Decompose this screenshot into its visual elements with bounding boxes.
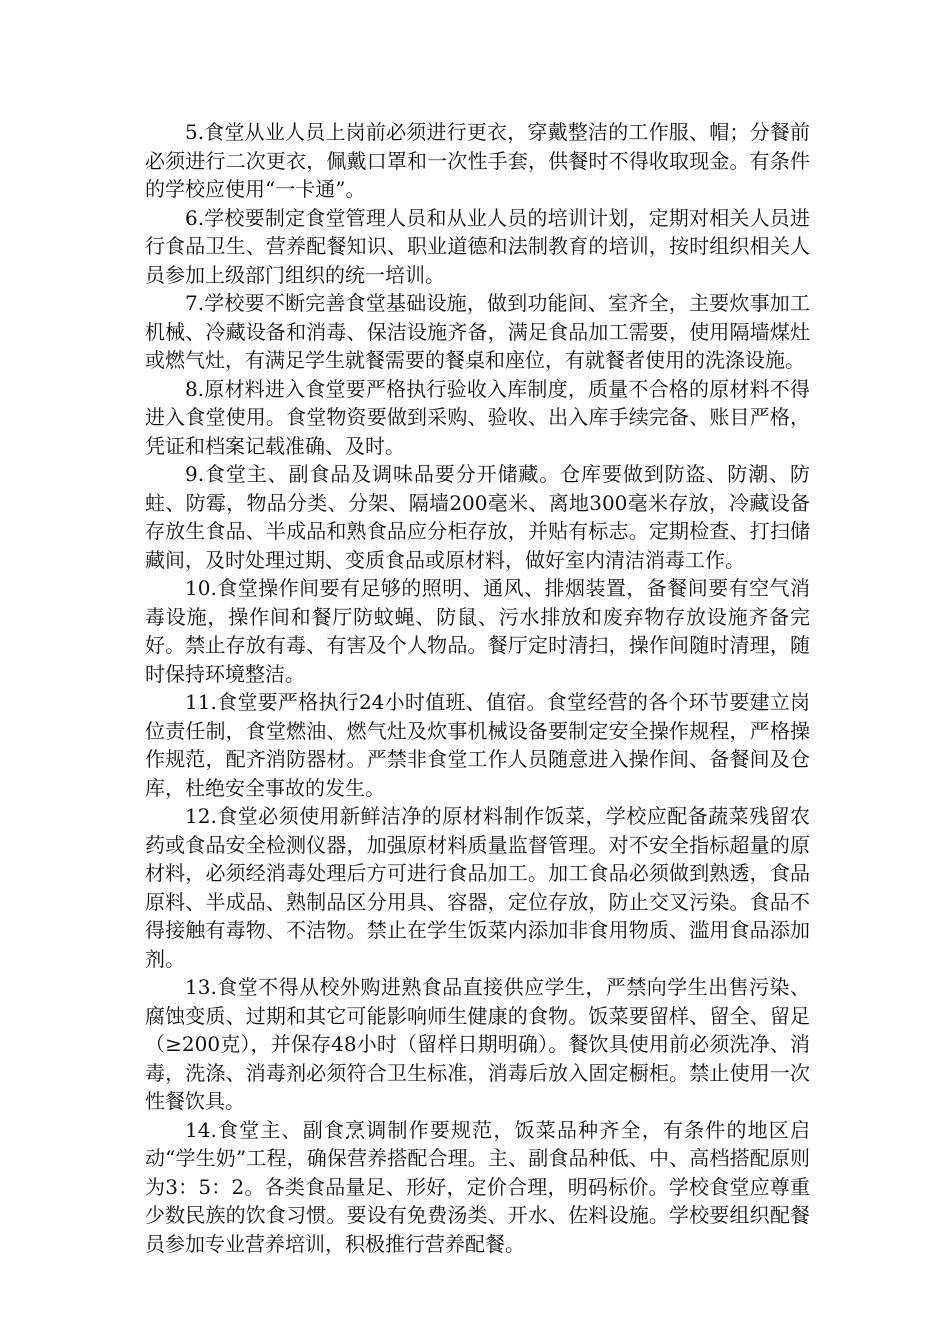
paragraph-13: 13.食堂不得从校外购进熟食品直接供应学生，严禁向学生出售污染、腐蚀变质、过期和其它可能影响师生健康的食物。饭菜要留样、留全、留足（≥200克），并保存48小时（留样日期明确）。餐饮具使用前必须洗净、消毒，洗涤、消毒剂必须符合卫生标准，消毒后放入固定橱柜。禁止使用一次性餐饮具。	[145, 975, 810, 1113]
paragraph-8: 8.原材料进入食堂要严格执行验收入库制度，质量不合格的原材料不得进入食堂使用。食堂物资要做到采购、验收、出入库手续完备、账目严格，凭证和档案记载准确、及时。	[145, 376, 810, 458]
paragraph-9: 9.食堂主、副食品及调味品要分开储藏。仓库要做到防盗、防潮、防蛀、防霉，物品分类、分架、隔墙200毫米、离地300毫米存放，冷藏设备存放生食品、半成品和熟食品应分柜存放，并贴有标志。定期检查、打扫储藏间，及时处理过期、变质食品或原材料，做好室内清洁消毒工作。	[145, 462, 810, 572]
paragraph-6: 6.学校要制定食堂管理人员和从业人员的培训计划，定期对相关人员进行食品卫生、营养配餐知识、职业道德和法制教育的培训，按时组织相关人员参加上级部门组织的统一培训。	[145, 205, 810, 287]
document-body	[145, 118, 810, 1258]
paragraph-10: 10.食堂操作间要有足够的照明、通风、排烟装置，备餐间要有空气消毒设施，操作间和餐厅防蚊蝇、防鼠、污水排放和废弃物存放设施齐备完好。禁止存放有毒、有害及个人物品。餐厅定时清扫，操作间随时清理，随时保持环境整洁。	[145, 576, 810, 686]
paragraph-12: 12.食堂必须使用新鲜洁净的原材料制作饭菜，学校应配备蔬菜残留农药或食品安全检测仪器，加强原材料质量监督管理。对不安全指标超量的原材料，必须经消毒处理后方可进行食品加工。加工食品必须做到熟透，食品原料、半成品、熟制品区分用具、容器，定位存放，防止交叉污染。食品不得接触有毒物、不洁物。禁止在学生饭菜内添加非食用物质、滥用食品添加剂。	[145, 804, 810, 971]
paragraph-14: 14.食堂主、副食烹调制作要规范，饭菜品种齐全，有条件的地区启动“学生奶”工程，确保营养搭配合理。主、副食品种低、中、高档搭配原则为3：5：2。各类食品量足、形好，定价合理，明码标价。学校食堂应尊重少数民族的饮食习惯。要设有免费汤类、开水、佐料设施。学校要组织配餐员参加专业营养培训，积极推行营养配餐。	[145, 1117, 810, 1256]
paragraph-11: 11.食堂要严格执行24小时值班、值宿。食堂经营的各个环节要建立岗位责任制，食堂燃油、燃气灶及炊事机械设备要制定安全操作规程，严格操作规范，配齐消防器材。严禁非食堂工作人员随意进入操作间、备餐间及仓库，杜绝安全事故的发生。	[145, 690, 810, 800]
paragraph-5: 5.食堂从业人员上岗前必须进行更衣，穿戴整洁的工作服、帽；分餐前必须进行二次更衣，佩戴口罩和一次性手套，供餐时不得收取现金。有条件的学校应使用“一卡通”。	[145, 120, 810, 201]
paragraph-7: 7.学校要不断完善食堂基础设施，做到功能间、室齐全，主要炊事加工机械、冷藏设备和消毒、保洁设施齐备，满足食品加工需要，使用隔墙煤灶或燃气灶，有满足学生就餐需要的餐桌和座位，有就餐者使用的洗涤设施。	[145, 291, 810, 372]
